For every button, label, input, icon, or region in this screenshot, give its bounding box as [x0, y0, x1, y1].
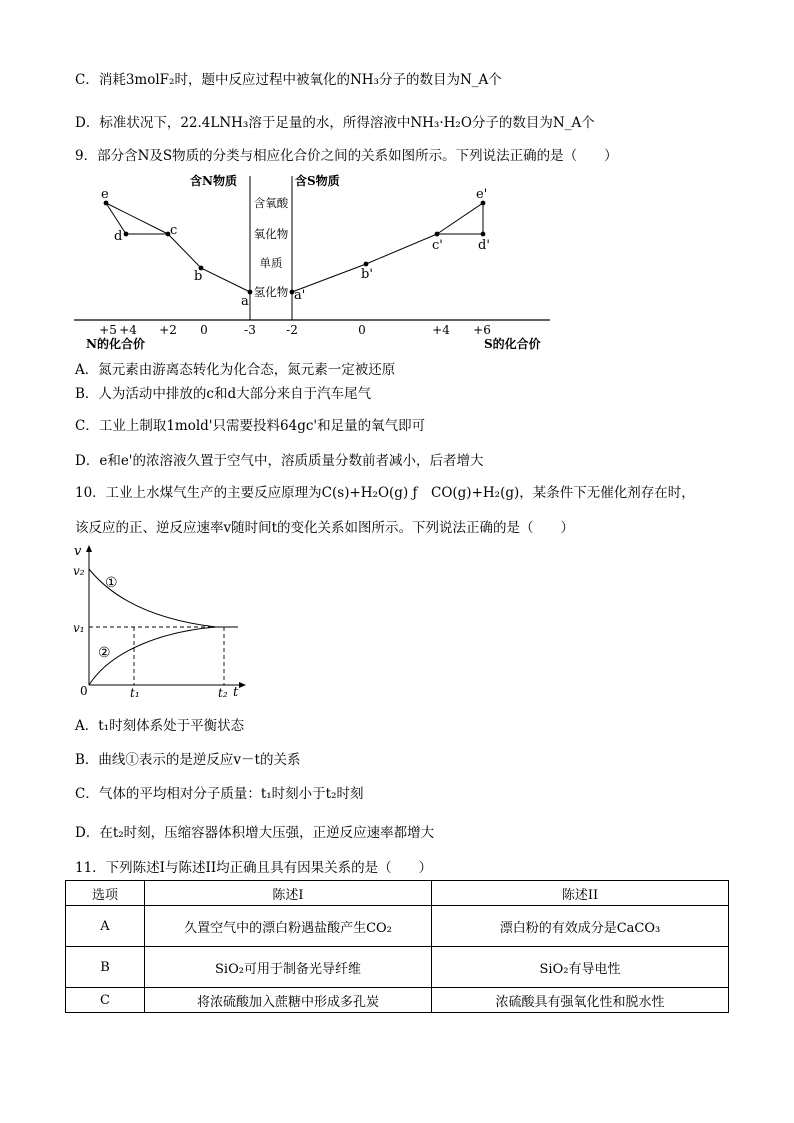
table-cell: SiO₂有导电性 — [432, 947, 729, 988]
category-oxide: 氧化物 — [253, 227, 289, 241]
table-cell: 浓硫酸具有强氧化性和脱水性 — [432, 988, 729, 1013]
header-statement-1: 陈述I — [145, 881, 432, 906]
q11-stem: 11．下列陈述I与陈述II均正确且具有因果关系的是（ ） — [75, 860, 433, 876]
point-d-prime — [481, 232, 486, 237]
category-oxyacid: 含氧酸 — [253, 196, 289, 210]
label-e-prime: e' — [476, 187, 488, 202]
label-a-prime: a' — [294, 288, 306, 303]
q9-option-b: B．人为活动中排放的c和d大部分来自于汽车尾气 — [75, 386, 372, 402]
q9-option-a: A．氮元素由游离态转化为化合态，氮元素一定被还原 — [75, 362, 396, 378]
header-option: 选项 — [66, 881, 145, 906]
label-d: d — [114, 229, 123, 244]
q9-stem: 9．部分含N及S物质的分类与相应化合价之间的关系如图所示。下列说法正确的是（ ） — [75, 148, 618, 164]
table-cell: C — [66, 988, 145, 1013]
q10-option-b: B．曲线①表示的是逆反应v－t的关系 — [75, 752, 301, 768]
curve-1-label: ① — [105, 575, 118, 591]
s-tick-plus4: +4 — [432, 323, 450, 337]
n-axis-label: N的化合价 — [86, 337, 145, 351]
curve-2-label: ② — [98, 645, 111, 661]
table-cell: A — [66, 906, 145, 947]
q9-option-d: D．e和e'的浓溶液久置于空气中，溶质质量分数前者减小，后者增大 — [75, 453, 484, 469]
q11-table — [65, 880, 729, 1013]
s-header: 含S物质 — [295, 174, 340, 188]
q8-option-d: D．标准状况下，22.4LNH₃溶于足量的水，所得溶液中NH₃·H₂O分子的数目为N_A个 — [75, 115, 595, 131]
n-tick-minus3: -3 — [244, 323, 256, 337]
label-e: e — [101, 187, 109, 202]
category-hydride: 氢化物 — [253, 285, 289, 299]
table-header-row — [66, 881, 729, 906]
n-tick-plus4: +4 — [119, 323, 137, 337]
table-row — [66, 906, 729, 947]
s-tick-0: 0 — [358, 323, 366, 337]
q10-stem-line1: 10．工业上水煤气生产的主要反应原理为C(s)+H₂O(g) ƒ CO(g)+H₂(g)，某条件下无催化剂存在时， — [75, 485, 695, 501]
q9-option-c: C．工业上制取1mold'只需要投料64gc'和足量的氧气即可 — [75, 418, 426, 434]
origin-label: 0 — [80, 684, 88, 698]
label-d-prime: d' — [478, 238, 490, 253]
n-tick-plus2: +2 — [159, 323, 177, 337]
table-row — [66, 988, 729, 1013]
x-tick-t2: t₂ — [218, 686, 228, 700]
s-tick-plus6: +6 — [473, 323, 491, 337]
n-header: 含N物质 — [190, 174, 237, 188]
q10-option-d: D．在t₂时刻，压缩容器体积增大压强，正逆反应速率都增大 — [75, 825, 435, 841]
table-cell: 将浓硫酸加入蔗糖中形成多孔炭 — [145, 988, 432, 1013]
label-c: c — [170, 223, 178, 238]
y-tick-v2: v₂ — [73, 564, 85, 578]
header-statement-2: 陈述II — [432, 881, 729, 906]
q10-rate-figure — [70, 543, 250, 701]
table-cell: SiO₂可用于制备光导纤维 — [145, 947, 432, 988]
table-cell: 久置空气中的漂白粉遇盐酸产生CO₂ — [145, 906, 432, 947]
x-tick-t1: t₁ — [130, 686, 140, 700]
point-b-prime — [364, 262, 369, 267]
q8-option-c: C．消耗3molF₂时，题中反应过程中被氧化的NH₃分子的数目为N_A个 — [75, 72, 502, 88]
point-c-prime — [435, 232, 440, 237]
y-tick-v1: v₁ — [73, 621, 85, 635]
table-cell: 漂白粉的有效成分是CaCO₃ — [432, 906, 729, 947]
point-d — [124, 232, 129, 237]
label-b-prime: b' — [361, 267, 373, 282]
s-tick-minus2: -2 — [286, 323, 298, 337]
label-c-prime: c' — [432, 238, 443, 253]
label-b: b — [194, 269, 203, 284]
q10-stem-line2: 该反应的正、逆反应速率v随时间t的变化关系如图所示。下列说法正确的是（ ） — [75, 520, 575, 536]
q10-option-c: C．气体的平均相对分子质量：t₁时刻小于t₂时刻 — [75, 786, 364, 802]
q10-option-a: A．t₁时刻体系处于平衡状态 — [75, 718, 245, 734]
table-row — [66, 947, 729, 988]
q9-valence-figure — [70, 168, 560, 354]
n-tick-plus5: +5 — [99, 323, 117, 337]
category-element: 单质 — [259, 256, 283, 270]
n-tick-0: 0 — [200, 323, 208, 337]
x-axis-label: t — [233, 685, 239, 700]
s-axis-label: S的化合价 — [484, 337, 541, 351]
table-cell: B — [66, 947, 145, 988]
y-axis-label: v — [74, 544, 82, 559]
label-a: a — [241, 294, 249, 309]
